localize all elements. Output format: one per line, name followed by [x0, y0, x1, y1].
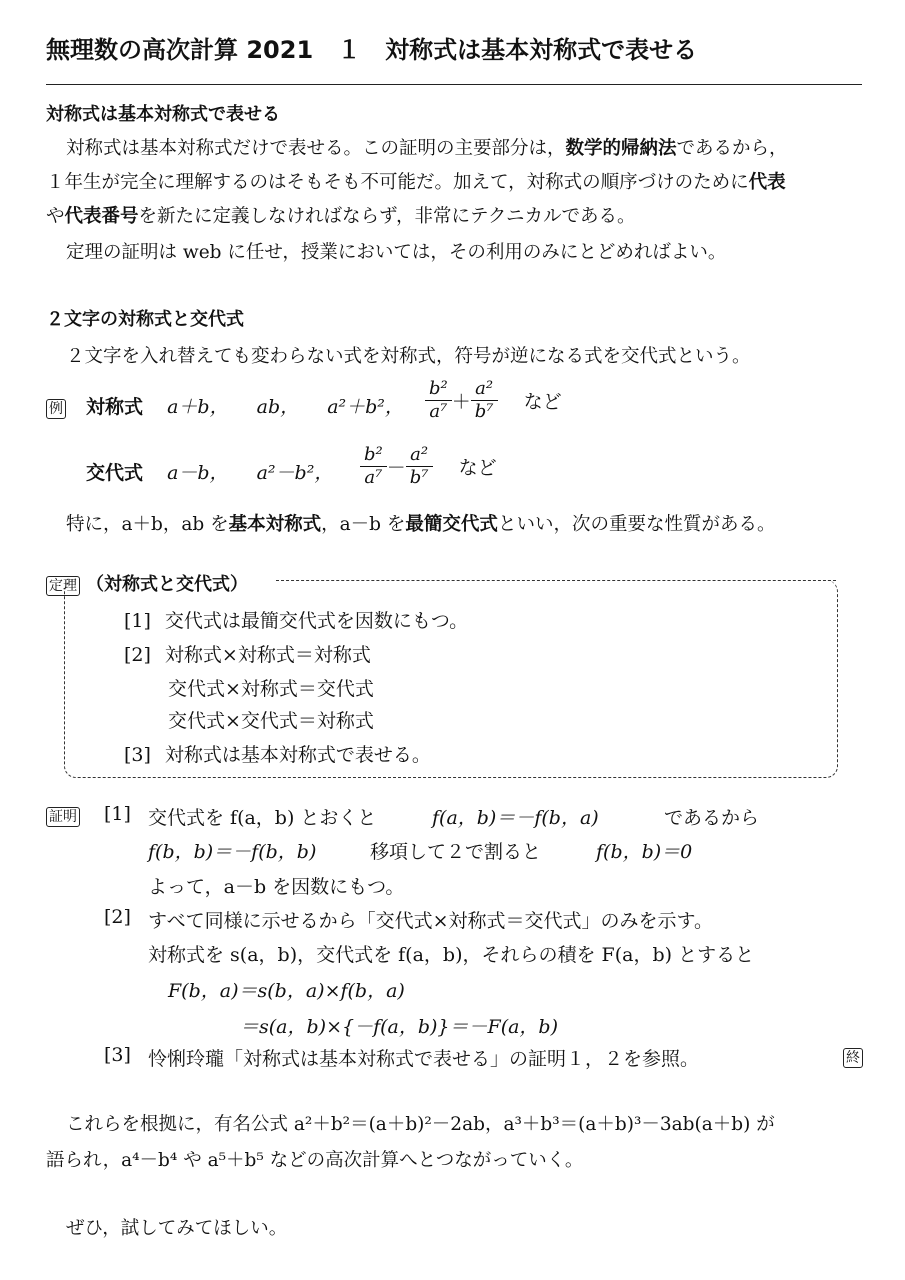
theorem-title: （対称式と交代式） — [86, 574, 249, 595]
bold-term: 代表 — [748, 172, 786, 193]
section1-line1 — [66, 134, 788, 160]
item-text: 対称式は基本対称式で表せる。 — [164, 744, 431, 766]
text: といい，次の重要な性質がある。 — [497, 514, 776, 535]
sym-expr-2: ab， — [256, 396, 300, 418]
theorem-item-2b: 交代式×対称式＝交代式 — [168, 678, 374, 700]
text: や — [46, 206, 65, 227]
section1-line3 — [46, 202, 635, 228]
end-label: 終 — [843, 1048, 863, 1068]
alt-expr-2: a²－b²， — [256, 462, 334, 484]
text: 特に，a＋b，ab を — [66, 514, 229, 535]
proof-label: 証明 — [46, 807, 80, 827]
theorem-header — [46, 570, 248, 596]
closing-line3: ぜひ，試してみてほしい。 — [66, 1218, 288, 1239]
theorem-item-2 — [124, 640, 371, 667]
proof-1-l3: よって，a－b を因数にもつ。 — [148, 876, 405, 898]
symmetric-label: 対称式 — [86, 396, 144, 418]
closing-line1: これらを根拠に，有名公式 a²＋b²＝(a＋b)²－2ab，a³＋b³＝(a＋b)³－3ab(a＋b) が — [66, 1114, 775, 1135]
theorem-item-3 — [124, 740, 431, 767]
item-text: 交代式は最簡交代式を因数にもつ。 — [164, 610, 469, 632]
fraction — [425, 378, 452, 423]
sym-expr-1: a＋b， — [167, 396, 229, 418]
section1-line4: 定理の証明は web に任せ，授業においては，その利用のみにとどめればよい。 — [66, 242, 727, 263]
numerator: b² — [425, 378, 452, 401]
section2-intro: ２文字を入れ替えても変わらない式を対称式，符号が逆になる式を交代式という。 — [66, 346, 751, 367]
proof-1-l1a: 交代式を f(a，b) とおくと — [148, 807, 377, 829]
text: １年生が完全に理解するのはそもそも不可能だ。加えて，対称式の順序づけのために — [46, 172, 749, 193]
section1-line2 — [46, 168, 786, 194]
denominator: b⁷ — [409, 467, 429, 488]
bold-term: 基本対称式 — [228, 514, 322, 535]
text: 対称式は基本対称式だけで表せる。この証明の主要部分は， — [66, 138, 566, 159]
proof-1-line1 — [104, 803, 131, 825]
title-rule — [46, 84, 862, 85]
theorem-item-2c: 交代式×交代式＝対称式 — [168, 710, 374, 732]
proof-2-l4: ＝s(a，b)×{－f(a，b)}＝－F(a，b) — [240, 1016, 559, 1038]
example-label: 例 — [46, 399, 66, 419]
section2-heading: ２文字の対称式と交代式 — [46, 309, 244, 330]
proof-3-l1: 怜悧玲瓏「対称式は基本対称式で表せる」の証明１，２を参照。 — [148, 1048, 700, 1070]
operator: ＋ — [451, 391, 471, 413]
bold-term: 最簡交代式 — [405, 514, 498, 535]
theorem-label: 定理 — [46, 576, 80, 596]
proof-label-row — [46, 804, 80, 827]
item-number: [1] — [124, 610, 151, 632]
page-title: 無理数の高次計算 2021 １ 対称式は基本対称式で表せる — [46, 36, 698, 64]
denominator: a⁷ — [364, 467, 383, 488]
proof-2-num: [2] — [104, 906, 131, 928]
proof-1-l2c: f(b，b)＝0 — [596, 841, 693, 863]
fraction — [360, 444, 387, 489]
item-number: [3] — [124, 744, 151, 766]
proof-2-l1: すべて同様に示せるから「交代式×対称式＝交代式」のみを示す。 — [148, 910, 714, 932]
fraction — [471, 378, 498, 423]
text: を新たに定義しなければならず，非常にテクニカルである。 — [138, 206, 636, 227]
proof-1-l1b: f(a，b)＝－f(b，a) — [432, 807, 599, 829]
proof-2-l3: F(b，a)＝s(b，a)×f(b，a) — [168, 980, 405, 1002]
proof-1-l1c: であるから — [664, 807, 760, 829]
alt-expr-1: a－b， — [167, 462, 229, 484]
example-alternating-row — [86, 458, 333, 485]
operator: － — [386, 457, 406, 479]
numerator: a² — [471, 378, 498, 401]
numerator: b² — [360, 444, 387, 467]
theorem-item-1 — [124, 606, 468, 633]
alternating-label: 交代式 — [86, 462, 144, 484]
denominator: b⁷ — [474, 401, 494, 422]
bold-term: 数学的帰納法 — [565, 138, 677, 159]
sym-expr-3: a²＋b²， — [327, 396, 404, 418]
nado-text: など — [523, 391, 562, 413]
nado-text: など — [458, 457, 497, 479]
proof-1-l2a: f(b，b)＝－f(b，b) — [148, 841, 317, 863]
alt-fraction-expr — [360, 444, 497, 489]
item-text: 対称式×対称式＝対称式 — [164, 644, 371, 666]
item-number: [1] — [104, 803, 131, 825]
section1-heading: 対称式は基本対称式で表せる — [46, 104, 280, 125]
numerator: a² — [406, 444, 433, 467]
proof-end-mark — [843, 1045, 863, 1068]
example-symmetric-row — [46, 392, 404, 419]
fraction — [406, 444, 433, 489]
closing-line2: 語られ，a⁴－b⁴ や a⁵＋b⁵ などの高次計算へとつながっていく。 — [46, 1150, 584, 1171]
section2-note — [66, 510, 775, 536]
text: ，a－b を — [321, 514, 406, 535]
proof-2-l2: 対称式を s(a，b)，交代式を f(a，b)，それらの積を F(a，b) とすると — [148, 944, 755, 966]
item-number: [2] — [124, 644, 151, 666]
proof-1-l2b: 移項して２で割ると — [370, 841, 542, 863]
proof-3-num: [3] — [104, 1044, 131, 1066]
bold-term: 代表番号 — [64, 206, 139, 227]
denominator: a⁷ — [429, 401, 448, 422]
sym-fraction-expr — [425, 378, 562, 423]
text: であるから， — [676, 138, 788, 159]
